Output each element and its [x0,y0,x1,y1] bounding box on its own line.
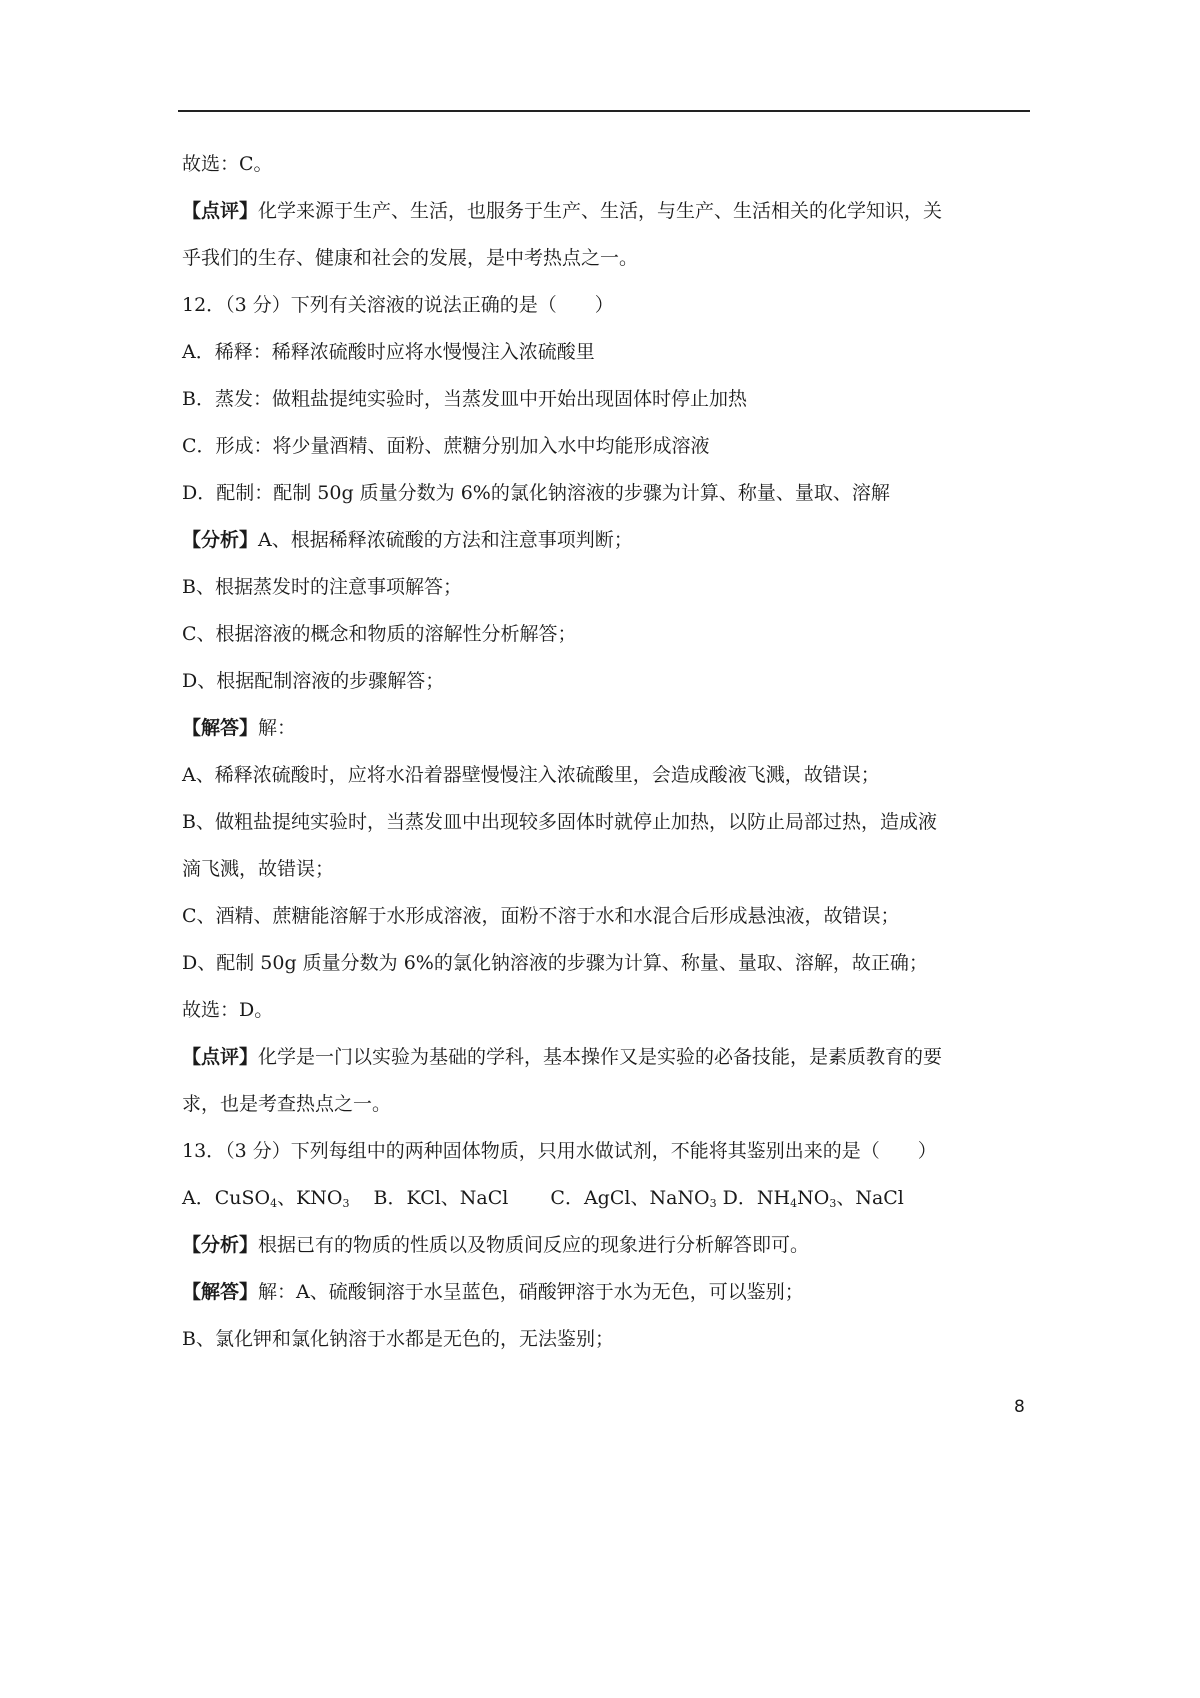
solution-tag-2: 【解答】 [182,1281,259,1303]
comment-continued: 乎我们的生存、健康和社会的发展，是中考热点之一。 [182,247,639,269]
solution-c: C、酒精、蔗糖能溶解于水形成溶液，面粉不溶于水和水混合后形成悬浊液，故错误； [182,905,900,927]
analysis-tag-2: 【分析】 [182,1234,259,1256]
comment-2-continued: 求，也是考查热点之一。 [182,1093,392,1115]
page-body [182,150,1032,1372]
q13-option-c: C．AgCl、NaNO$_3$ [550,1187,717,1210]
analysis-line [182,526,1032,554]
question-12-title: 12．（3 分）下列有关溶液的说法正确的是（ ） [182,294,614,316]
solution-2-b: B、氯化钾和氯化钠溶于水都是无色的，无法鉴别； [182,1328,614,1350]
question-12-option-d: D．配制：配制 50g 质量分数为 6%的氯化钠溶液的步骤为计算、称量、量取、溶解 [182,482,890,504]
header-rule [178,110,1030,112]
comment-tag-2: 【点评】 [182,1046,259,1068]
analysis-line-2 [182,1231,1032,1259]
solution-b-continued: 滴飞溅，故错误； [182,858,335,880]
solution-b: B、做粗盐提纯实验时，当蒸发皿中出现较多固体时就停止加热，以防止局部过热，造成液 [182,811,937,833]
solution-d: D、配制 50g 质量分数为 6%的氯化钠溶液的步骤为计算、称量、量取、溶解，故正确； [182,952,928,974]
question-13-options [182,1184,1032,1212]
comment-tag: 【点评】 [182,200,259,222]
answer-line: 故选：C。 [182,153,273,175]
question-12-option-c: C．形成：将少量酒精、面粉、蔗糖分别加入水中均能形成溶液 [182,435,710,457]
analysis-c: C、根据溶液的概念和物质的溶解性分析解答； [182,623,577,645]
solution-text: 解： [258,717,297,739]
question-12-option-a: A．稀释：稀释浓硫酸时应将水慢慢注入浓硫酸里 [182,341,595,363]
comment-text: 化学来源于生产、生活，也服务于生产、生活，与生产、生活相关的化学知识，关 [258,200,943,222]
analysis-tag: 【分析】 [182,529,259,551]
comment-line [182,197,1032,225]
solution-tag: 【解答】 [182,717,259,739]
solution-line-2 [182,1278,1032,1306]
comment-line-2 [182,1043,1032,1071]
analysis-text-2: 根据已有的物质的性质以及物质间反应的现象进行分析解答即可。 [258,1234,810,1256]
question-13-title: 13．（3 分）下列每组中的两种固体物质，只用水做试剂，不能将其鉴别出来的是（ ） [182,1140,937,1162]
analysis-d: D、根据配制溶液的步骤解答； [182,670,445,692]
solution-line [182,714,1032,742]
question-12-option-b: B．蒸发：做粗盐提纯实验时，当蒸发皿中开始出现固体时停止加热 [182,388,747,410]
solution-a: A、稀释浓硫酸时，应将水沿着器壁慢慢注入浓硫酸里，会造成酸液飞溅，故错误； [182,764,880,786]
q13-option-d: D．$NH_4NO_3$、NaCl [722,1187,904,1210]
answer-line-2: 故选：D。 [182,999,274,1021]
comment-text-2: 化学是一门以实验为基础的学科，基本操作又是实验的必备技能，是素质教育的要 [258,1046,943,1068]
q13-option-a: A．CuSO$_4$、$KNO_3$ [182,1187,350,1210]
analysis-b: B、根据蒸发时的注意事项解答； [182,576,462,598]
q13-option-b: B．KCl、NaCl [373,1187,509,1209]
solution-text-2: 解：A、硫酸铜溶于水呈蓝色，硝酸钾溶于水为无色，可以鉴别； [258,1281,804,1303]
page-number: 8 [1014,1397,1025,1417]
analysis-text: A、根据稀释浓硫酸的方法和注意事项判断； [258,529,633,551]
